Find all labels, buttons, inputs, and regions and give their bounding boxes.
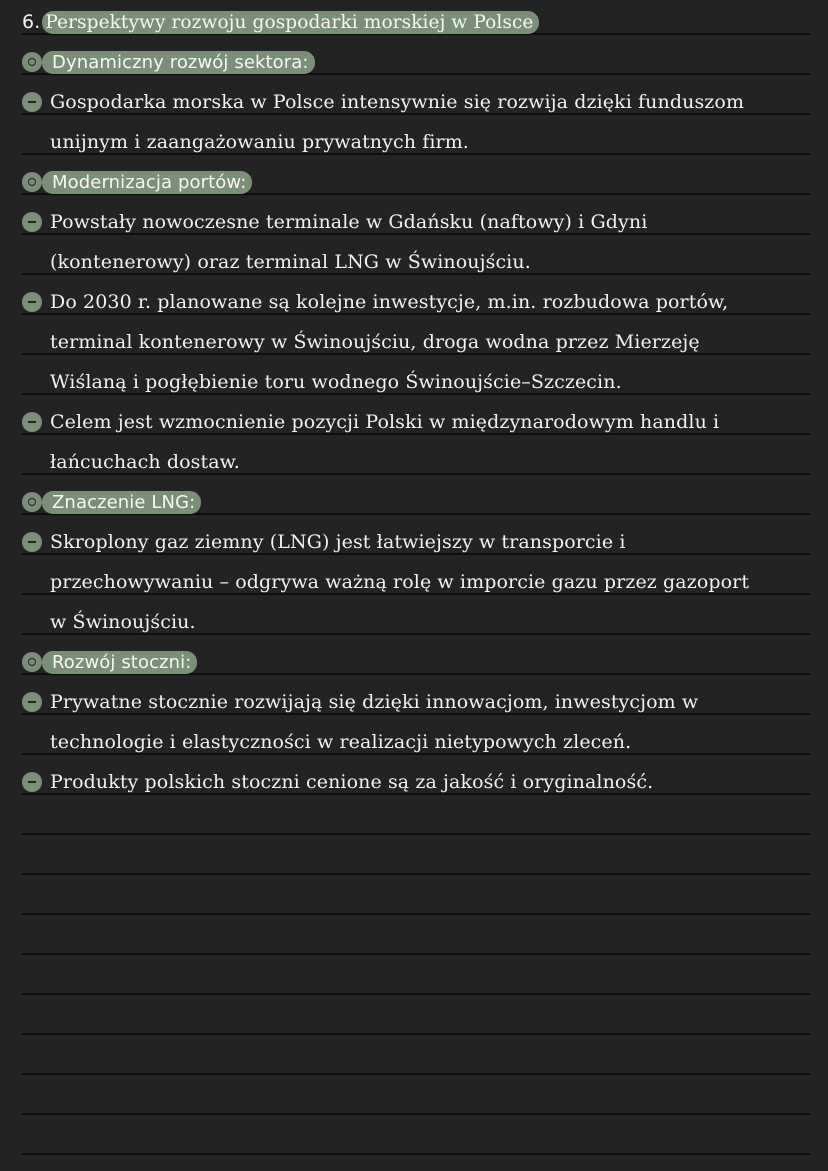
list-item-text: Skroplony gaz ziemny (LNG) jest łatwiejszy w transporcie i	[50, 531, 626, 553]
section-heading	[22, 642, 812, 682]
list-item-continuation	[22, 722, 812, 762]
list-item-continuation	[22, 562, 812, 602]
list-item-text: łańcuchach dostaw.	[50, 451, 240, 473]
circle-bullet-icon	[22, 172, 42, 192]
ruled-line	[22, 833, 810, 835]
ruled-line	[22, 1113, 810, 1115]
list-item-text: Gospodarka morska w Polsce intensywnie się rozwija dzięki funduszom	[50, 91, 745, 113]
list-item	[22, 82, 812, 122]
list-item-text: w Świnoujściu.	[50, 611, 196, 633]
list-item	[22, 682, 812, 722]
list-item-text: Prywatne stocznie rozwijają się dzięki innowacjom, inwestycjom w	[50, 691, 699, 713]
list-item	[22, 202, 812, 242]
list-item-text: Powstały nowoczesne terminale w Gdańsku (naftowy) i Gdyni	[50, 211, 648, 233]
circle-bullet-icon	[22, 492, 42, 512]
list-item-text: terminal kontenerowy w Świnoujściu, droga wodna przez Mierzeję	[50, 331, 700, 353]
section-heading-label: Dynamiczny rozwój sektora:	[42, 51, 315, 74]
list-item-text: (kontenerowy) oraz terminal LNG w Świnoujściu.	[50, 251, 531, 273]
title-highlight: Perspektywy rozwoju gospodarki morskiej w Polsce	[42, 11, 539, 34]
section-heading	[22, 482, 812, 522]
dash-bullet-icon	[22, 772, 42, 792]
list-item-text: przechowywaniu – odgrywa ważną rolę w imporcie gazu przez gazoport	[50, 571, 750, 593]
dash-bullet-icon	[22, 212, 42, 232]
list-item-text: unijnym i zaangażowaniu prywatnych firm.	[50, 131, 469, 153]
list-item-continuation	[22, 442, 812, 482]
circle-bullet-icon	[22, 652, 42, 672]
ruled-line	[22, 913, 810, 915]
title-number: 6.	[22, 11, 41, 33]
section-heading-label: Znaczenie LNG:	[42, 491, 201, 514]
list-item	[22, 522, 812, 562]
ruled-line	[22, 1033, 810, 1035]
list-item-text: Wiślaną i pogłębienie toru wodnego Świnoujście–Szczecin.	[50, 371, 622, 393]
list-item-text: Do 2030 r. planowane są kolejne inwestycje, m.in. rozbudowa portów,	[50, 291, 729, 313]
dash-bullet-icon	[22, 412, 42, 432]
list-item-text: technologie i elastyczności w realizacji nietypowych zleceń.	[50, 731, 632, 753]
section-heading-label: Modernizacja portów:	[42, 171, 252, 194]
section-heading	[22, 42, 812, 82]
dash-bullet-icon	[22, 292, 42, 312]
ruled-line	[22, 1153, 810, 1155]
list-item-text: Produkty polskich stoczni cenione są za jakość i oryginalność.	[50, 771, 654, 793]
list-item-continuation	[22, 322, 812, 362]
ruled-line	[22, 953, 810, 955]
list-item-continuation	[22, 362, 812, 402]
list-item	[22, 282, 812, 322]
ruled-line	[22, 1073, 810, 1075]
list-item-continuation	[22, 122, 812, 162]
list-item	[22, 762, 812, 802]
section-heading-label: Rozwój stoczni:	[42, 651, 197, 674]
dash-bullet-icon	[22, 92, 42, 112]
list-item-continuation	[22, 602, 812, 642]
ruled-line	[22, 993, 810, 995]
list-item	[22, 402, 812, 442]
dash-bullet-icon	[22, 692, 42, 712]
list-item-continuation	[22, 242, 812, 282]
dash-bullet-icon	[22, 532, 42, 552]
circle-bullet-icon	[22, 52, 42, 72]
list-item-text: Celem jest wzmocnienie pozycji Polski w międzynarodowym handlu i	[50, 411, 720, 433]
page-title	[22, 2, 812, 42]
section-heading	[22, 162, 812, 202]
ruled-line	[22, 873, 810, 875]
